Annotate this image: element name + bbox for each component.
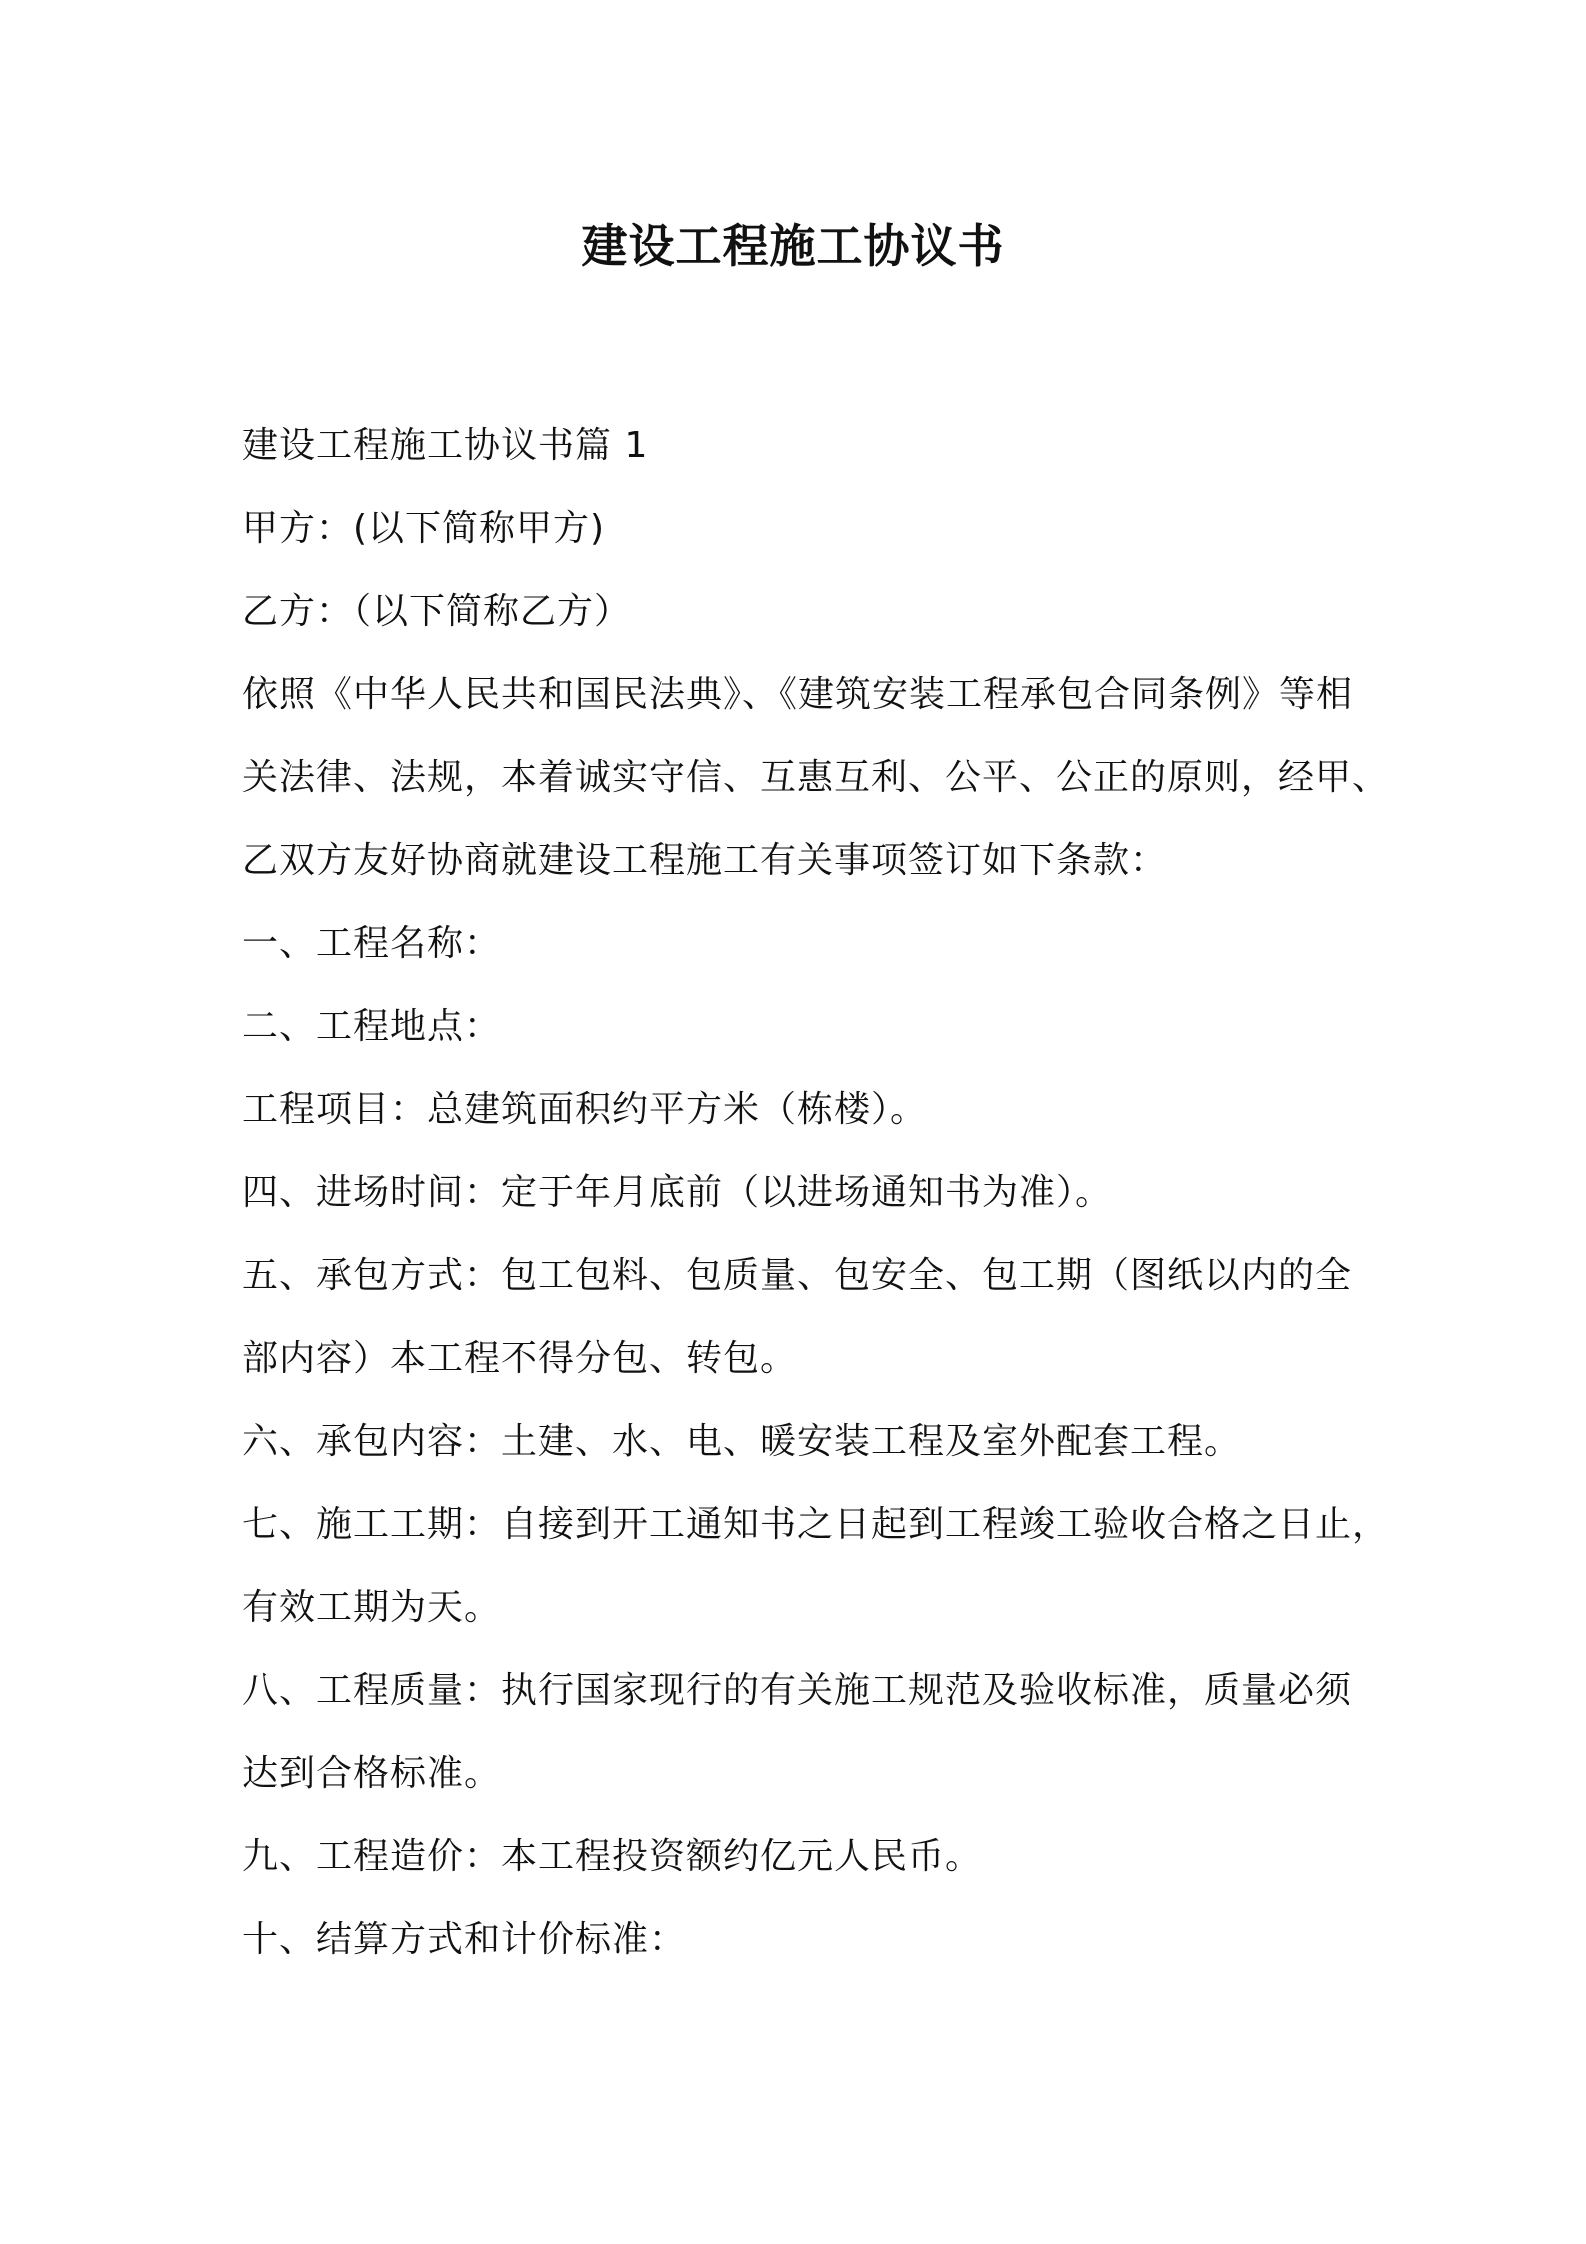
paragraph-line: 关法律、法规，本着诚实守信、互惠互利、公平、公正的原则，经甲、 <box>242 757 1390 798</box>
paragraph-line: 六、承包内容：土建、水、电、暖安装工程及室外配套工程。 <box>242 1421 1242 1462</box>
paragraph-line: 部内容）本工程不得分包、转包。 <box>242 1338 798 1379</box>
paragraph-line: 七、施工工期：自接到开工通知书之日起到工程竣工验收合格之日止， <box>242 1504 1390 1545</box>
document-body <box>242 404 1390 1981</box>
paragraph-line: 五、承包方式：包工包料、包质量、包安全、包工期（图纸以内的全 <box>242 1255 1353 1296</box>
paragraph-line: 有效工期为天。 <box>242 1587 502 1628</box>
paragraph-line: 达到合格标准。 <box>242 1753 502 1794</box>
paragraph-line: 九、工程造价：本工程投资额约亿元人民币。 <box>242 1836 983 1877</box>
paragraph-line: 乙方：（以下简称乙方） <box>242 591 632 632</box>
paragraph-line: 一、工程名称： <box>242 923 502 964</box>
paragraph-line: 依照《中华人民共和国民法典》、《建筑安装工程承包合同条例》等相 <box>242 674 1354 715</box>
paragraph-line: 建设工程施工协议书篇 1 <box>242 425 649 466</box>
paragraph-line: 四、进场时间：定于年月底前（以进场通知书为准）。 <box>242 1172 1113 1213</box>
paragraph-line: 甲方：(以下简称甲方) <box>242 508 606 549</box>
paragraph-line: 十、结算方式和计价标准： <box>242 1919 687 1960</box>
paragraph-line: 二、工程地点： <box>242 1006 502 1047</box>
document-title: 建设工程施工协议书 <box>581 219 1005 273</box>
paragraph-line: 工程项目：总建筑面积约平方米（栋楼）。 <box>242 1089 928 1130</box>
paragraph-line: 八、工程质量：执行国家现行的有关施工规范及验收标准，质量必须 <box>242 1670 1353 1711</box>
paragraph-line: 乙双方友好协商就建设工程施工有关事项签订如下条款： <box>242 840 1168 881</box>
